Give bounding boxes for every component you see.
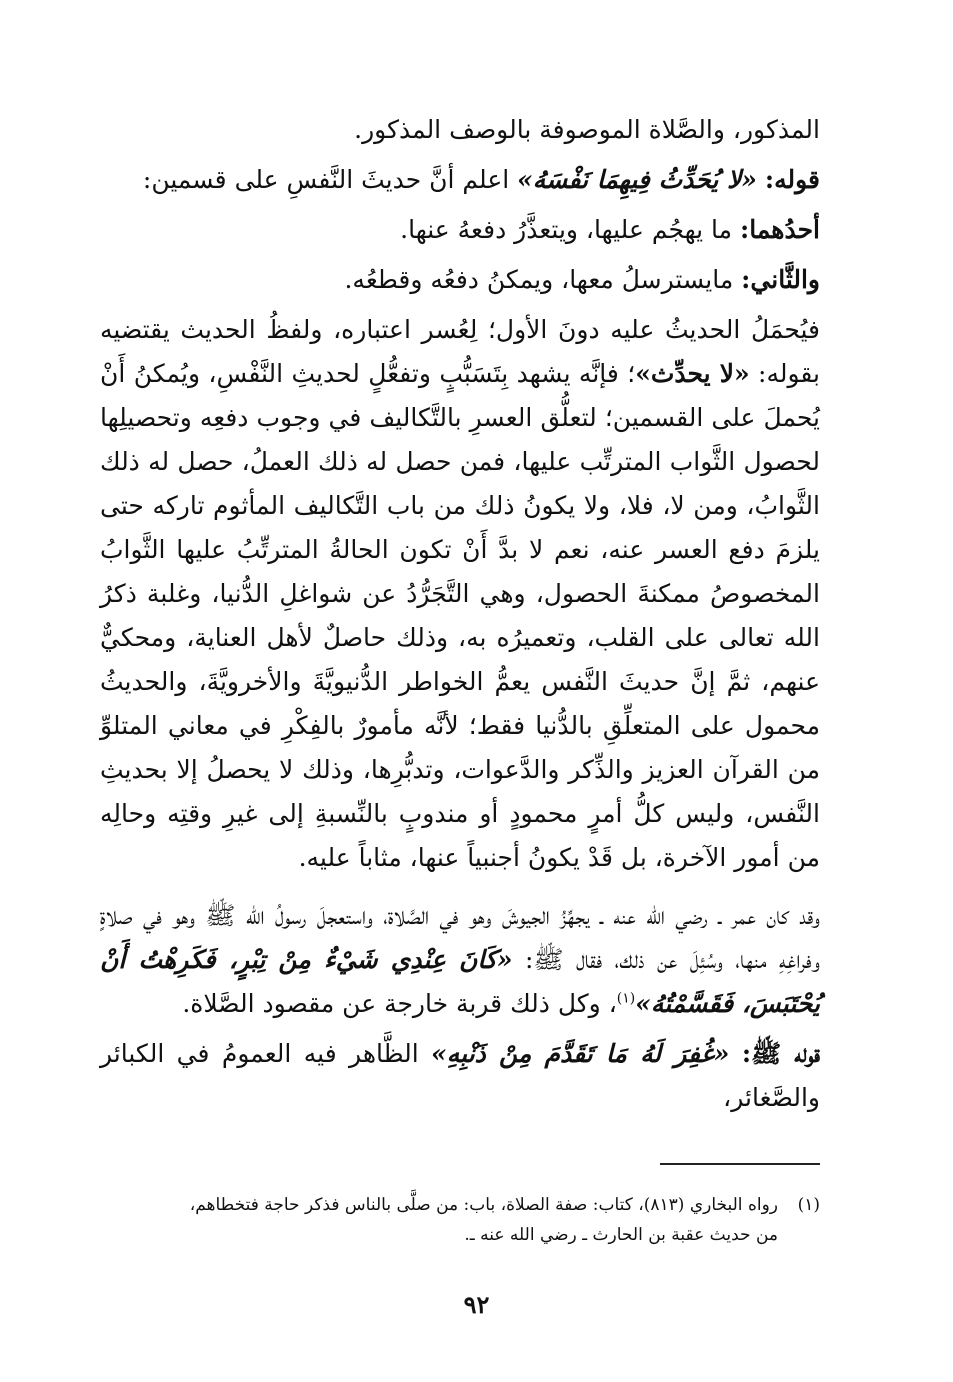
paragraph-1: المذكور، والصَّلاة الموصوفة بالوصف المذكور. xyxy=(354,115,820,144)
footnote-separator xyxy=(660,1163,820,1165)
paragraph-7 xyxy=(100,1032,820,1120)
paragraph-5-text-b: ؛ فإنَّه يشهد بِتَسَبُّبٍ وتفعُّلٍ لحديثِ النَّفْسِ، ويُمكنُ أَنْ يُحملَ على القسمين؛ لتعلُّق العسرِ بالتَّكاليف في وجوب دفعِه وتحصيلِها لحصول الثَّواب المترتِّب عليها، فمن حصل له ذلك العملُ، حصل له ذلك الثَّوابُ، ومن لا، فلا، ولا يكونُ ذلك من باب التَّكاليف المأثوم تاركه حتى يلزمَ دفع العسر عنه، نعم لا بدَّ أَنْ تكون الحالةُ المترتِّبُ عليها الثَّوابُ المخصوصُ ممكنةَ الحصول، وهي التَّجَرُّدُ عن شواغلِ الدُّنيا، وغلبة ذكرُ الله تعالى على القلب، وتعميرُه به، وذلك حاصلٌ لأهل العناية، ومحكيٌّ عنهم، ثمَّ إنَّ حديثَ النَّفس يعمُّ الخواطر الدُّنيويَّةَ والأخرويَّةَ، والحديثُ محمول على المتعلِّقِ بالدُّنيا فقط؛ لأنَّه مأمورٌ بالفِكْرِ في معاني المتلوِّ من القرآن العزيز والذِّكر والدَّعوات، وتدبُّرِها، وذلك لا يحصلُ إلا بحديثِ النَّفس، وليس كلُّ أمرٍ محمودٍ أو مندوبٍ بالنِّسبةِ إلى غيرِ وقتِه وحالِه من أمور الآخرة، بل قَدْ يكونُ أجنبياً عنها، مثاباً عليه. xyxy=(100,359,820,872)
footnote-reference[interactable]: (١) xyxy=(616,990,636,1007)
paragraph-3-text: ما يهجُم عليها، ويتعذَّرُ دفعهُ عنها. xyxy=(400,215,733,244)
paragraph-5 xyxy=(100,308,820,880)
hadith-quote-4: «غُفِرَ لَهُ مَا تَقَدَّمَ مِنْ ذَنْبِهِ» xyxy=(431,1039,730,1068)
page-body xyxy=(100,108,820,1358)
paragraph-2 xyxy=(100,158,820,202)
paragraph-3-lead: أحدُهما: xyxy=(739,215,820,244)
paragraph-7-text: الظَّاهر فيه العمومُ في الكبائر والصَّغائر، xyxy=(100,1039,820,1112)
paragraph-2-text: اعلم أنَّ حديثَ النَّفسِ على قسمين: xyxy=(142,165,510,194)
paragraph-4 xyxy=(100,258,820,302)
footnotes xyxy=(100,1190,820,1250)
paragraph-5-text-a: فيُحمَلُ الحديثُ عليه دونَ الأول؛ لِعُسر اعتباره، ولفظُ الحديث يقتضيه بقوله: xyxy=(100,315,821,388)
paragraph-2-lead: قوله: xyxy=(764,165,820,194)
paragraph-3 xyxy=(100,208,820,252)
paragraph-7-lead: قوله ﷺ: xyxy=(741,1039,820,1068)
paragraph-6-text-a: وقد كان عمر ـ رضي الله عنه ـ يجهِّزُ الجيوشَ وهو في الصَّلاة، واستعجلَ رسولُ الله ﷺ وهو في صلاةٍ وفراغِهِ منها، وسُئِلَ عن ذلك، فقال ﷺ: xyxy=(100,901,820,974)
footnote-1 xyxy=(100,1190,820,1220)
hadith-quote-1: «لا يُحَدِّثُ فِيهِمَا نَفْسَهُ» xyxy=(517,165,757,194)
footnote-line-1: رواه البخاري (٨١٣)، كتاب: صفة الصلاة، باب: من صلَّى بالناس فذكر حاجة فتخطاهم، xyxy=(189,1195,778,1215)
page-number: ٩٢ xyxy=(463,1290,490,1319)
footnote-line-2: من حديث عقبة بن الحارث ـ رضي الله عنه ـ. xyxy=(464,1225,778,1245)
paragraph-4-lead: والثَّاني: xyxy=(741,265,820,294)
footnote-number: (١) xyxy=(797,1195,820,1215)
paragraph-4-text: مايسترسلُ معها، ويمكنُ دفعُه وقطعُه. xyxy=(344,265,734,294)
hadith-quote-2: «لا يحدِّث» xyxy=(635,359,750,388)
paragraph-6-text-b: ، وكل ذلك قربة خارجة عن مقصود الصَّلاة. xyxy=(182,989,617,1018)
paragraph-6 xyxy=(100,894,820,1026)
hadith-quote-3: «كَانَ عِنْدِي شَيْءٌ مِنْ تِبْرٍ، فَكَرِهْتُ أَنْ يُحْتَبَسَ، فَقَسَّمْتُهُ» xyxy=(100,945,820,1018)
